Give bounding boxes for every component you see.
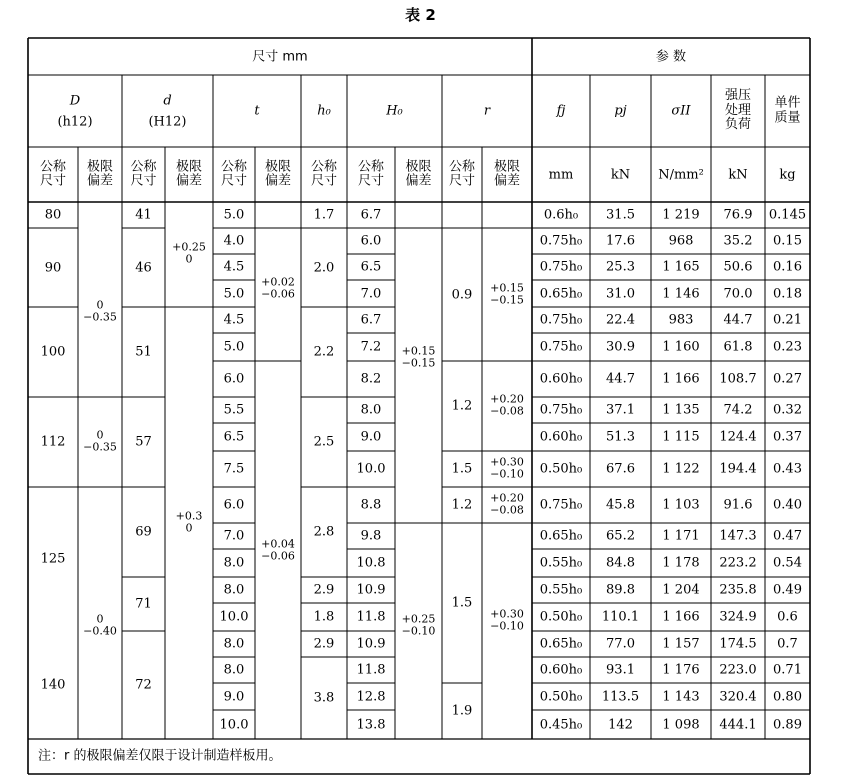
pj-value: 67.6: [606, 461, 635, 477]
mass-value: 0.32: [773, 402, 802, 418]
h0-value: 1.8: [313, 609, 335, 625]
mass-value: 0.80: [773, 689, 802, 704]
load-value: 147.3: [719, 528, 757, 544]
mass-value: 0.21: [773, 312, 802, 328]
load-value: 320.4: [719, 689, 757, 704]
r-tolerance: +0.15 −0.15: [490, 281, 524, 307]
load-value: 35.2: [723, 233, 753, 249]
t-value: 8.0: [223, 636, 245, 652]
mass-value: 0.43: [773, 461, 802, 477]
pj-value: 93.1: [606, 662, 635, 678]
load-value: 76.9: [723, 207, 753, 223]
r-value: 1.5: [451, 461, 473, 477]
unit-kN: kN: [610, 167, 631, 182]
fj-value: 0.50h₀: [539, 609, 583, 625]
sigma-value: 1 166: [662, 371, 700, 387]
sigma-value: 968: [668, 233, 694, 249]
load-value: 44.7: [723, 312, 753, 328]
D-value: 90: [44, 260, 62, 275]
H0-value: 6.5: [360, 259, 382, 275]
d-tolerance: +0.3 0: [175, 509, 203, 535]
sigma-value: 1 103: [662, 497, 700, 513]
load-value: 223.0: [719, 662, 757, 678]
unit-mm: mm: [548, 167, 574, 182]
load-value: 444.1: [719, 717, 757, 732]
pj-value: 51.3: [606, 429, 635, 445]
load-value: 194.4: [719, 461, 757, 477]
H0-value: 9.8: [360, 528, 382, 544]
unit-kg: kg: [779, 167, 796, 182]
subheader-cell: 公称 尺寸: [448, 158, 476, 189]
sigma-value: 1 219: [662, 207, 700, 223]
t-value: 4.0: [223, 233, 245, 249]
mass-value: 0.49: [773, 582, 802, 598]
mass-value: 0.54: [773, 555, 802, 571]
r-value: 1.9: [451, 703, 473, 719]
dims-group-header: 尺寸 mm: [252, 49, 308, 64]
load-value: 235.8: [719, 582, 757, 598]
col-press-load: 强压 处理 负荷: [724, 88, 752, 133]
mass-value: 0.71: [773, 662, 802, 678]
h0-value: 1.7: [313, 207, 335, 223]
fj-value: 0.55h₀: [539, 555, 583, 571]
H0-tolerance: +0.15 −0.15: [401, 344, 436, 370]
pj-value: 30.9: [606, 339, 635, 355]
r-value: 1.2: [451, 398, 473, 414]
col-H0: H₀: [386, 103, 403, 119]
H0-value: 11.8: [356, 609, 386, 625]
col-d: d: [163, 93, 172, 109]
col-fj: fj: [556, 103, 566, 119]
H0-value: 7.0: [360, 286, 382, 301]
subheader-cell: 公称 尺寸: [39, 158, 67, 189]
sigma-value: 1 204: [662, 582, 700, 598]
h0-value: 2.0: [313, 260, 335, 275]
pj-value: 142: [608, 717, 633, 732]
d-value: 46: [135, 260, 152, 275]
table-title: 表 2: [405, 6, 436, 24]
load-value: 174.5: [719, 636, 757, 652]
H0-value: 8.0: [360, 402, 382, 418]
t-value: 5.5: [223, 402, 245, 418]
fj-value: 0.75h₀: [539, 402, 583, 418]
sigma-value: 1 143: [662, 689, 700, 704]
sigma-value: 1 098: [662, 717, 700, 732]
t-value: 7.5: [223, 461, 245, 477]
H0-value: 10.0: [356, 461, 386, 477]
sigma-value: 1 122: [662, 461, 700, 477]
load-value: 91.6: [723, 497, 753, 513]
sigma-value: 1 165: [662, 259, 700, 275]
mass-value: 0.23: [773, 339, 802, 355]
fj-value: 0.65h₀: [539, 528, 583, 544]
mass-value: 0.27: [773, 371, 802, 387]
load-value: 223.2: [719, 555, 757, 571]
subheader-cell: 极限 偏差: [175, 158, 203, 189]
pj-value: 77.0: [606, 636, 635, 652]
subheader-cell: 公称 尺寸: [310, 158, 338, 189]
pj-value: 84.8: [606, 555, 635, 571]
h0-value: 2.9: [313, 582, 335, 598]
H0-value: 7.2: [360, 339, 382, 355]
r-value: 1.2: [451, 497, 473, 513]
r-tolerance: +0.20 −0.08: [490, 392, 524, 418]
H0-value: 8.8: [360, 497, 382, 513]
d-value: 69: [135, 524, 152, 540]
pj-value: 45.8: [606, 497, 635, 513]
col-D-tol: (h12): [57, 114, 93, 130]
sigma-value: 1 115: [662, 429, 700, 445]
D-value: 100: [40, 344, 66, 360]
t-value: 4.5: [223, 259, 245, 275]
D-tolerance: 0 −0.35: [83, 298, 117, 324]
mass-value: 0.7: [777, 636, 798, 652]
pj-value: 44.7: [606, 371, 635, 387]
col-sigma: σΙΙ: [671, 103, 691, 119]
t-value: 6.0: [223, 371, 245, 387]
load-value: 74.2: [723, 402, 753, 418]
pj-value: 22.4: [606, 312, 635, 328]
subheader-cell: 公称 尺寸: [357, 158, 385, 189]
d-value: 71: [135, 596, 152, 612]
mass-value: 0.18: [773, 286, 802, 301]
D-value: 80: [44, 207, 62, 223]
H0-value: 10.9: [356, 582, 386, 598]
H0-value: 10.9: [356, 636, 386, 652]
h0-value: 2.9: [313, 636, 335, 652]
t-value: 8.0: [223, 555, 245, 571]
unit-nmm2: N/mm²: [658, 167, 704, 182]
col-d-tol: (H12): [148, 114, 187, 130]
D-tolerance: 0 −0.35: [83, 428, 117, 454]
pj-value: 25.3: [606, 259, 635, 275]
mass-value: 0.145: [768, 207, 807, 223]
col-h0: h₀: [317, 103, 331, 119]
r-tolerance: +0.20 −0.08: [490, 491, 524, 517]
load-value: 50.6: [723, 259, 753, 275]
fj-value: 0.75h₀: [539, 497, 583, 513]
h0-value: 2.5: [313, 434, 335, 450]
fj-value: 0.50h₀: [539, 689, 583, 704]
sigma-value: 1 171: [662, 528, 700, 544]
d-tolerance: +0.25 0: [172, 240, 206, 266]
col-D: D: [69, 93, 81, 109]
H0-value: 13.8: [356, 717, 386, 732]
t-tolerance: +0.02 −0.06: [261, 275, 295, 301]
H0-value: 11.8: [356, 662, 386, 678]
sigma-value: 1 146: [662, 286, 700, 301]
t-value: 5.0: [223, 286, 245, 301]
H0-value: 9.0: [360, 429, 382, 445]
fj-value: 0.6h₀: [543, 207, 579, 223]
H0-value: 8.2: [360, 371, 382, 387]
pj-value: 31.0: [606, 286, 635, 301]
fj-value: 0.65h₀: [539, 636, 583, 652]
fj-value: 0.75h₀: [539, 259, 583, 275]
sigma-value: 1 176: [662, 662, 700, 678]
H0-value: 6.7: [360, 312, 382, 328]
t-value: 10.0: [219, 717, 249, 732]
pj-value: 17.6: [606, 233, 635, 249]
H0-tolerance: +0.25 −0.10: [401, 612, 436, 638]
fj-value: 0.75h₀: [539, 312, 583, 328]
t-value: 7.0: [223, 528, 245, 544]
load-value: 108.7: [719, 371, 757, 387]
d-value: 41: [135, 207, 152, 223]
h0-value: 2.2: [313, 344, 335, 360]
fj-value: 0.60h₀: [539, 662, 583, 678]
fj-value: 0.75h₀: [539, 339, 583, 355]
t-value: 5.0: [223, 207, 245, 223]
mass-value: 0.16: [773, 259, 802, 275]
t-value: 6.0: [223, 497, 245, 513]
subheader-cell: 极限 偏差: [405, 158, 432, 189]
t-value: 5.0: [223, 339, 245, 355]
t-value: 9.0: [223, 689, 245, 704]
col-t: t: [254, 103, 260, 119]
H0-value: 12.8: [356, 689, 386, 704]
sigma-value: 1 157: [662, 636, 700, 652]
unit-kN-load: kN: [728, 167, 748, 182]
h0-value: 2.8: [313, 524, 335, 540]
load-value: 61.8: [723, 339, 753, 355]
mass-value: 0.47: [773, 528, 802, 544]
t-value: 4.5: [223, 312, 245, 328]
t-value: 8.0: [223, 582, 245, 598]
H0-value: 6.0: [360, 233, 382, 249]
mass-value: 0.40: [773, 497, 802, 513]
H0-value: 10.8: [356, 555, 386, 571]
t-tolerance: +0.04 −0.06: [261, 537, 295, 563]
r-value: 1.5: [451, 595, 473, 611]
mass-value: 0.6: [777, 609, 798, 625]
pj-value: 31.5: [606, 207, 635, 223]
fj-value: 0.60h₀: [539, 429, 583, 445]
fj-value: 0.45h₀: [539, 717, 583, 732]
sigma-value: 1 160: [662, 339, 700, 355]
load-value: 70.0: [723, 286, 753, 301]
mass-value: 0.15: [773, 233, 802, 249]
r-tolerance: +0.30 −0.10: [490, 607, 524, 633]
d-value: 51: [135, 344, 152, 360]
fj-value: 0.65h₀: [539, 286, 583, 301]
h0-value: 3.8: [313, 690, 335, 706]
table-note: 注：r 的极限偏差仅限于设计制造样板用。: [38, 748, 282, 764]
r-value: 0.9: [451, 287, 473, 302]
D-tolerance: 0 −0.40: [83, 612, 117, 638]
pj-value: 110.1: [601, 609, 640, 625]
fj-value: 0.60h₀: [539, 371, 583, 387]
subheader-cell: 公称 尺寸: [130, 158, 157, 189]
col-r: r: [483, 103, 491, 119]
t-value: 8.0: [223, 662, 245, 678]
pj-value: 89.8: [606, 582, 635, 598]
sigma-value: 1 178: [662, 555, 700, 571]
D-value: 112: [40, 434, 66, 450]
fj-value: 0.50h₀: [539, 461, 583, 477]
H0-value: 6.7: [360, 207, 382, 223]
subheader-cell: 极限 偏差: [264, 158, 292, 189]
pj-value: 65.2: [606, 528, 635, 544]
t-value: 6.5: [223, 429, 245, 445]
col-pj: pj: [614, 103, 627, 119]
t-value: 10.0: [219, 609, 249, 625]
d-value: 72: [135, 677, 152, 693]
fj-value: 0.75h₀: [539, 233, 583, 249]
sigma-value: 1 135: [662, 402, 700, 418]
load-value: 324.9: [719, 609, 757, 625]
mass-value: 0.89: [773, 717, 802, 732]
col-unit-mass: 单件 质量: [774, 95, 801, 125]
pj-value: 113.5: [601, 689, 640, 704]
subheader-cell: 极限 偏差: [86, 158, 114, 189]
subheader-cell: 公称 尺寸: [220, 158, 248, 189]
D-value: 140: [40, 677, 66, 693]
params-group-header: 参 数: [655, 49, 687, 64]
fj-value: 0.55h₀: [539, 582, 583, 598]
r-tolerance: +0.30 −0.10: [490, 455, 524, 481]
mass-value: 0.37: [773, 429, 802, 445]
d-value: 57: [135, 434, 152, 450]
pj-value: 37.1: [606, 402, 635, 418]
sigma-value: 1 166: [662, 609, 700, 625]
load-value: 124.4: [719, 429, 757, 445]
subheader-cell: 极限 偏差: [493, 158, 521, 189]
sigma-value: 983: [668, 312, 694, 328]
D-value: 125: [40, 551, 66, 567]
